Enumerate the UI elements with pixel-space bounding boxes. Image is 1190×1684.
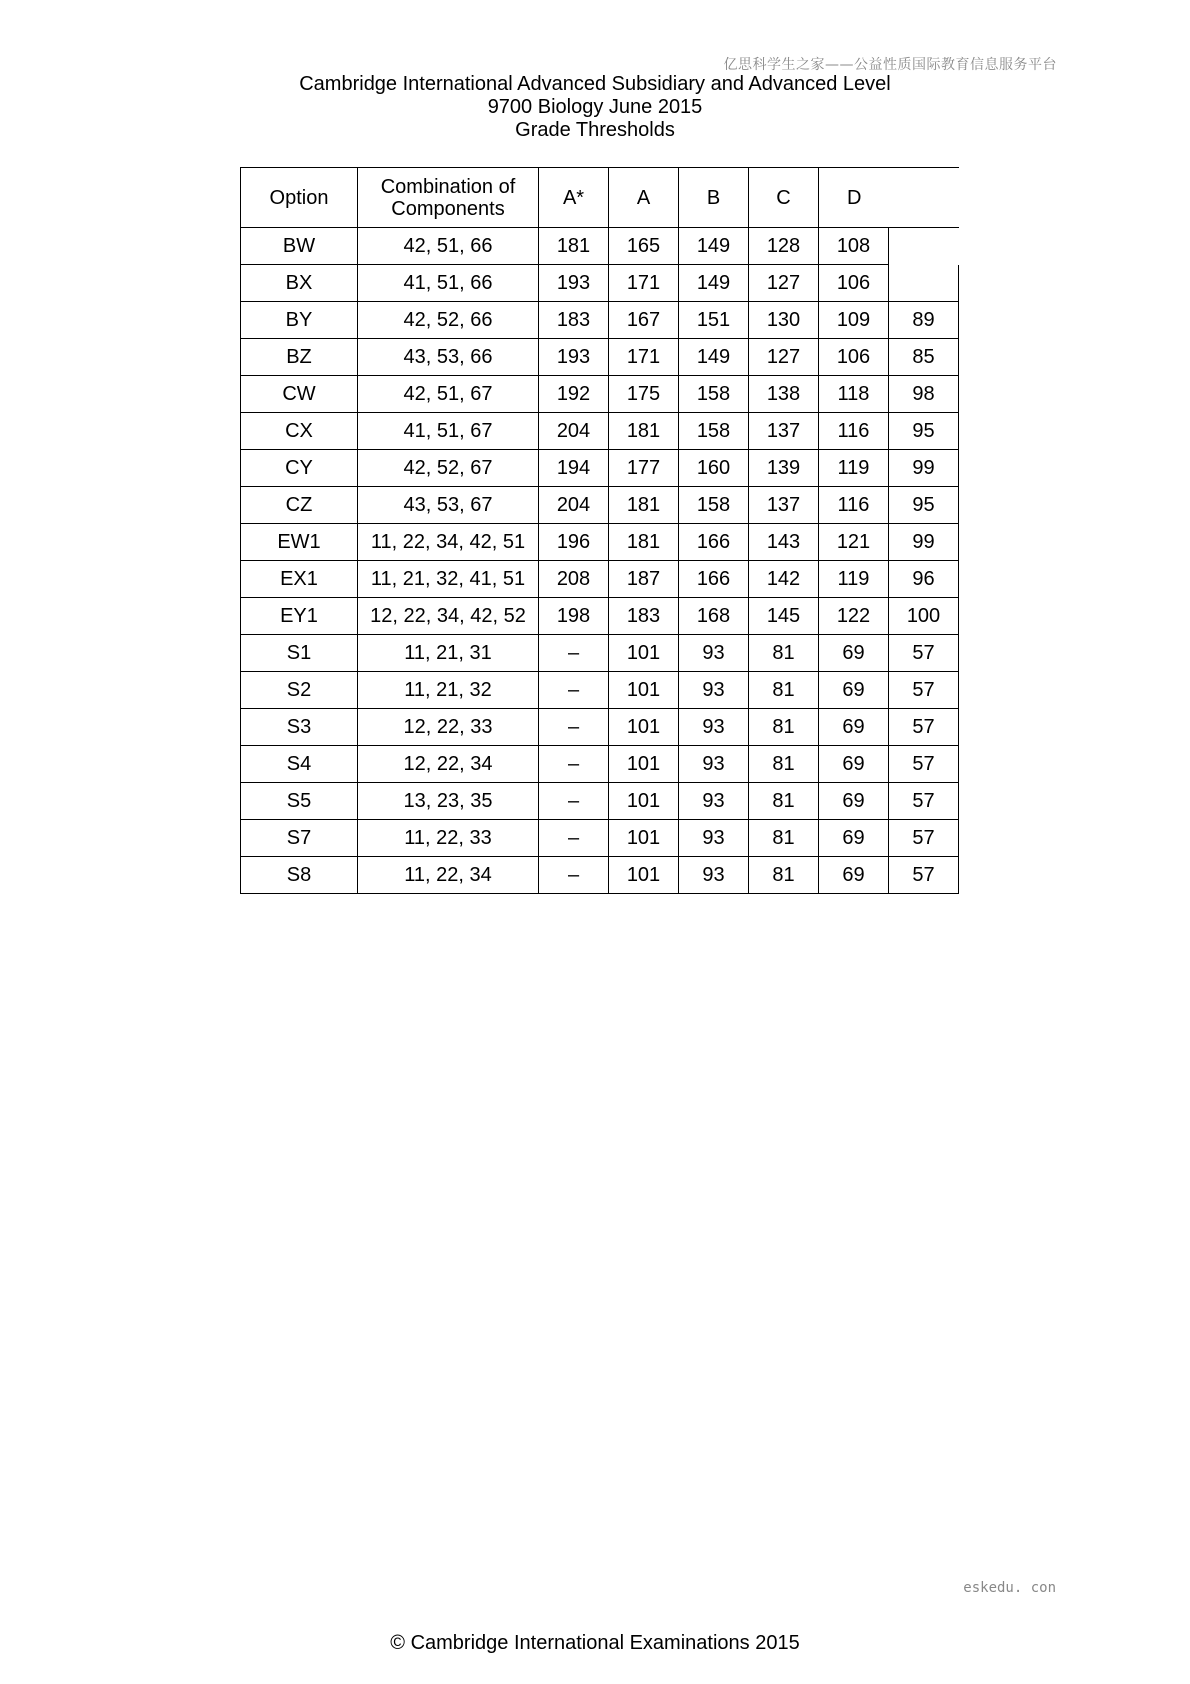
cell-threshold: 81 [749,709,819,746]
header-combination-line-2: Components [391,197,505,220]
header-grade-c: C [749,168,819,228]
watermark-top: 亿思科学生之家——公益性质国际教育信息服务平台 [723,57,1057,73]
header-combination [358,168,539,228]
table-row [241,302,959,339]
cell-threshold: 122 [819,598,889,635]
cell-threshold: 196 [539,524,609,561]
cell-combination: 11, 21, 32 [358,672,539,709]
header-grade-d-label: D [847,186,862,209]
cell-threshold: 118 [819,376,889,413]
cell-threshold: 193 [539,339,609,376]
cell-combination: 12, 22, 33 [358,709,539,746]
cell-threshold: 101 [609,672,679,709]
header-line-3: Grade Thresholds [515,119,675,141]
table-row [241,820,959,857]
cell-threshold: 93 [679,746,749,783]
cell-threshold: 100 [889,598,959,635]
cell-threshold: 143 [749,524,819,561]
cell-threshold: 119 [819,450,889,487]
cell-threshold: 183 [609,598,679,635]
cell-threshold: 119 [819,561,889,598]
cell-threshold: – [539,820,609,857]
cell-threshold: 93 [679,820,749,857]
cell-threshold: 181 [539,228,609,265]
cell-threshold: 69 [819,783,889,820]
cell-threshold: 96 [889,561,959,598]
cell-option: BZ [241,339,358,376]
cell-threshold: 101 [609,746,679,783]
table-row [241,376,959,413]
cell-threshold: 81 [749,635,819,672]
cell-threshold: 106 [819,339,889,376]
cell-threshold: 167 [609,302,679,339]
cell-threshold: 85 [889,339,959,376]
cell-option: CX [241,413,358,450]
cell-threshold: 204 [539,487,609,524]
table-row [241,561,959,598]
cell-option: BY [241,302,358,339]
table-row [241,339,959,376]
cell-threshold: 57 [889,783,959,820]
cell-threshold: 175 [609,376,679,413]
cell-threshold: 127 [749,265,819,302]
cell-threshold: 99 [889,524,959,561]
cell-option: CZ [241,487,358,524]
cell-threshold: 194 [539,450,609,487]
cell-combination: 43, 53, 67 [358,487,539,524]
cell-threshold: 57 [889,709,959,746]
cell-combination: 13, 23, 35 [358,783,539,820]
cell-blank [889,228,959,265]
table-row [241,487,959,524]
cell-threshold: 160 [679,450,749,487]
cell-combination: 43, 53, 66 [358,339,539,376]
cell-combination: 41, 51, 67 [358,413,539,450]
cell-threshold: 171 [609,265,679,302]
cell-combination: 11, 22, 34 [358,857,539,894]
table-row [241,746,959,783]
cell-option: S5 [241,783,358,820]
cell-threshold: 149 [679,339,749,376]
header-grade-a-star: A* [539,168,609,228]
cell-threshold: 192 [539,376,609,413]
cell-threshold: – [539,746,609,783]
cell-threshold [889,265,959,302]
cell-threshold: 81 [749,820,819,857]
cell-combination: 11, 21, 31 [358,635,539,672]
cell-threshold: 168 [679,598,749,635]
table-row [241,413,959,450]
cell-threshold: 139 [749,450,819,487]
cell-threshold: 57 [889,820,959,857]
table-row [241,450,959,487]
cell-threshold: 57 [889,746,959,783]
cell-threshold: 69 [819,857,889,894]
cell-threshold: – [539,857,609,894]
cell-threshold: 93 [679,857,749,894]
cell-threshold: 95 [889,413,959,450]
header-option: Option [241,168,358,228]
cell-threshold: 145 [749,598,819,635]
cell-threshold: 181 [609,413,679,450]
table-row [241,857,959,894]
cell-threshold: 158 [679,487,749,524]
cell-combination: 42, 52, 67 [358,450,539,487]
cell-option: BW [241,228,358,265]
cell-option: EX1 [241,561,358,598]
cell-threshold: 69 [819,709,889,746]
cell-combination: 12, 22, 34, 42, 52 [358,598,539,635]
cell-threshold: – [539,672,609,709]
cell-combination: 41, 51, 66 [358,265,539,302]
cell-combination: 42, 51, 67 [358,376,539,413]
cell-threshold: 106 [819,265,889,302]
table-row [241,598,959,635]
cell-combination: 11, 22, 34, 42, 51 [358,524,539,561]
cell-threshold: 101 [609,820,679,857]
cell-option: BX [241,265,358,302]
cell-threshold: 116 [819,487,889,524]
cell-threshold: 177 [609,450,679,487]
cell-threshold: 101 [609,709,679,746]
cell-threshold: 81 [749,783,819,820]
cell-threshold: 130 [749,302,819,339]
cell-threshold: 181 [609,524,679,561]
cell-threshold: 127 [749,339,819,376]
cell-threshold: 69 [819,635,889,672]
cell-threshold: – [539,635,609,672]
cell-option: S7 [241,820,358,857]
cell-threshold: – [539,783,609,820]
cell-threshold: 166 [679,524,749,561]
cell-threshold: 93 [679,783,749,820]
cell-threshold: 183 [539,302,609,339]
cell-combination: 42, 52, 66 [358,302,539,339]
cell-threshold: 165 [609,228,679,265]
copyright-footer: © Cambridge International Examinations 2015 [390,1632,800,1654]
cell-threshold: 81 [749,857,819,894]
cell-threshold: 142 [749,561,819,598]
header-grade-a: A [609,168,679,228]
cell-option: S4 [241,746,358,783]
table-row [241,228,959,265]
cell-threshold: 149 [679,265,749,302]
cell-threshold: 108 [819,228,889,265]
cell-threshold: 93 [679,672,749,709]
cell-threshold: 89 [889,302,959,339]
cell-threshold: – [539,709,609,746]
cell-threshold: 187 [609,561,679,598]
grade-thresholds-table-wrap [240,167,959,894]
header-grade-b: B [679,168,749,228]
header-grade-d [819,168,959,228]
table-row [241,524,959,561]
cell-option: S1 [241,635,358,672]
cell-threshold: 181 [609,487,679,524]
table-row [241,672,959,709]
cell-threshold: 101 [609,783,679,820]
cell-threshold: 93 [679,709,749,746]
cell-threshold: 98 [889,376,959,413]
cell-threshold: 138 [749,376,819,413]
watermark-bottom: eskedu. con [963,1580,1056,1596]
cell-combination: 12, 22, 34 [358,746,539,783]
cell-threshold: 93 [679,635,749,672]
cell-threshold: 137 [749,487,819,524]
table-row [241,783,959,820]
table-row [241,709,959,746]
cell-option: S3 [241,709,358,746]
header-line-1: Cambridge International Advanced Subsidiary and Advanced Level [299,73,891,95]
cell-threshold: 95 [889,487,959,524]
header-line-2: 9700 Biology June 2015 [487,96,703,118]
cell-threshold: 57 [889,672,959,709]
cell-threshold: 158 [679,376,749,413]
cell-combination: 42, 51, 66 [358,228,539,265]
cell-combination: 11, 22, 33 [358,820,539,857]
cell-threshold: 158 [679,413,749,450]
cell-threshold: 69 [819,820,889,857]
cell-threshold: 57 [889,857,959,894]
cell-threshold: 69 [819,746,889,783]
cell-threshold: 81 [749,672,819,709]
cell-option: CY [241,450,358,487]
cell-threshold: 99 [889,450,959,487]
table-header-row [241,168,959,228]
cell-option: S8 [241,857,358,894]
document-header [0,73,1190,142]
header-combination-line-1: Combination of [380,175,516,198]
cell-threshold: 128 [749,228,819,265]
cell-option: EY1 [241,598,358,635]
cell-threshold: 198 [539,598,609,635]
cell-threshold: 109 [819,302,889,339]
cell-threshold: 116 [819,413,889,450]
cell-threshold: 81 [749,746,819,783]
cell-combination: 11, 21, 32, 41, 51 [358,561,539,598]
table-row [241,265,959,302]
cell-threshold: 204 [539,413,609,450]
cell-threshold: 121 [819,524,889,561]
cell-threshold: 57 [889,635,959,672]
cell-threshold: 166 [679,561,749,598]
cell-option: EW1 [241,524,358,561]
cell-option: CW [241,376,358,413]
cell-threshold: 171 [609,339,679,376]
cell-threshold: 151 [679,302,749,339]
grade-thresholds-table [240,167,959,894]
cell-threshold: 137 [749,413,819,450]
cell-threshold: 101 [609,857,679,894]
cell-option: S2 [241,672,358,709]
cell-threshold: 208 [539,561,609,598]
cell-threshold: 69 [819,672,889,709]
table-row [241,635,959,672]
cell-threshold: 149 [679,228,749,265]
cell-threshold: 193 [539,265,609,302]
cell-threshold: 101 [609,635,679,672]
